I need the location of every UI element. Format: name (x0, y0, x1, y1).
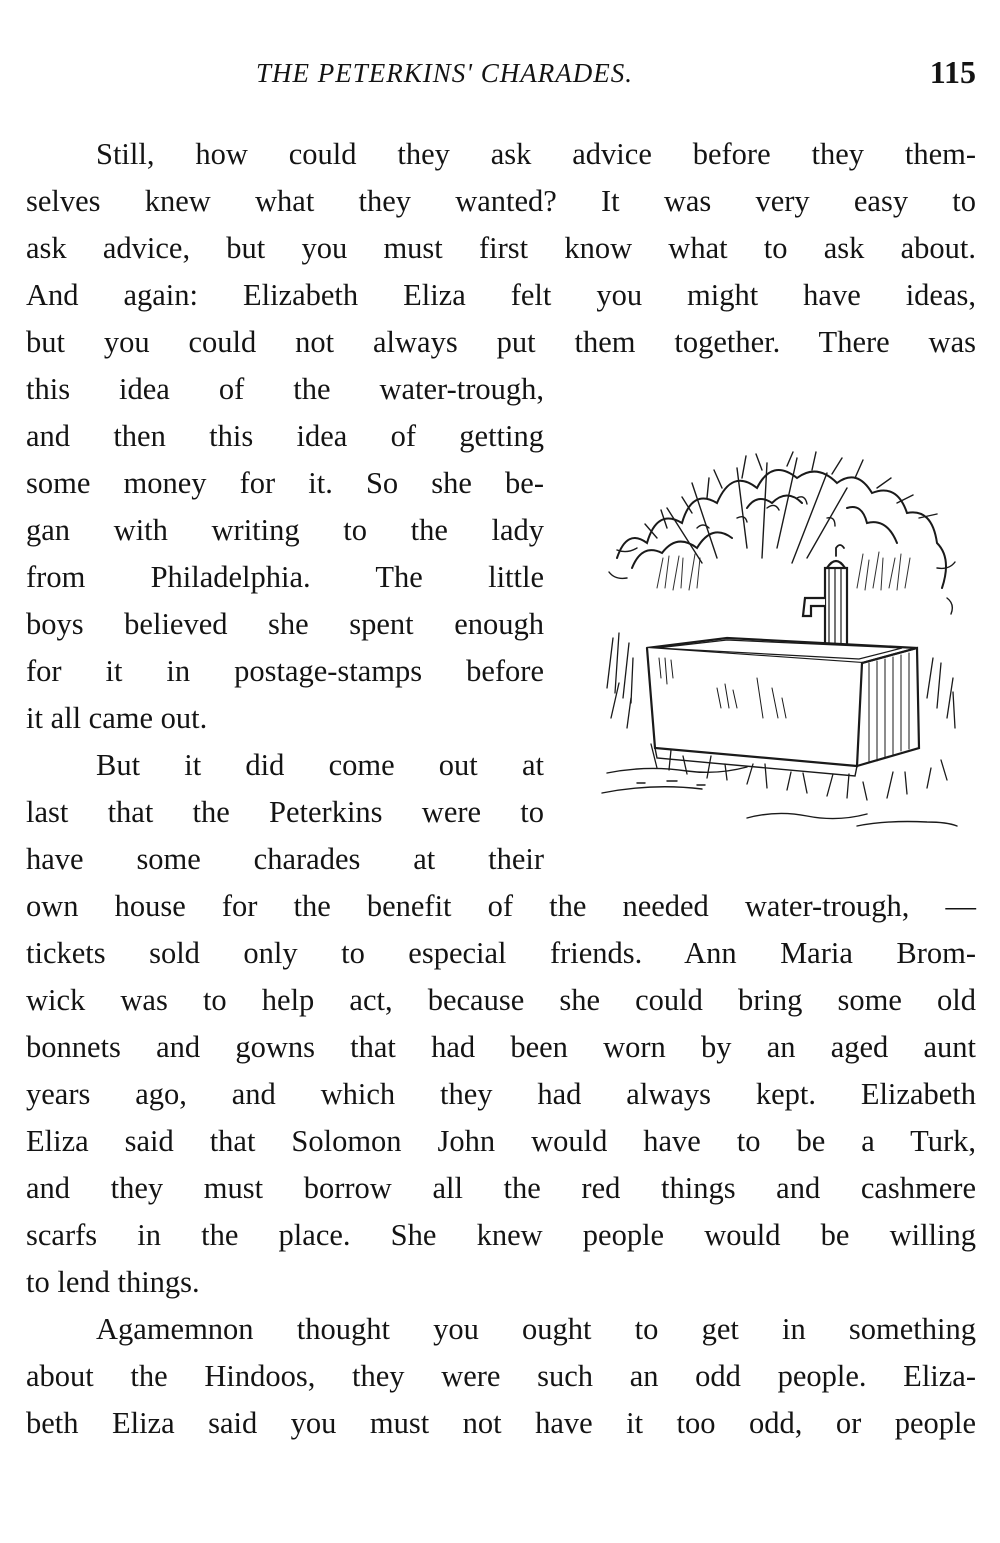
text-line: it all came out. (26, 701, 208, 735)
text-line: Still, how could they ask advice before they them- (96, 137, 976, 171)
running-title: THE PETERKINS' CHARADES. (256, 58, 634, 88)
text-line: have some charades at their (26, 842, 544, 876)
text-line: for it in postage-stamps before (26, 654, 544, 688)
text-line: some money for it. So she be- (26, 466, 544, 500)
text-line: bonnets and gowns that had been worn by an aged aunt (26, 1030, 976, 1064)
text-line: about the Hindoos, they were such an odd people. Eliza- (26, 1359, 976, 1393)
text-line: to lend things. (26, 1265, 200, 1299)
water-trough-illustration-icon (597, 448, 962, 834)
text-line: wick was to help act, because she could bring some old (26, 983, 976, 1017)
text-line: tickets sold only to especial friends. Ann Maria Brom- (26, 936, 976, 970)
text-line: last that the Peterkins were to (26, 795, 544, 829)
text-line: own house for the benefit of the needed water-trough, — (26, 889, 976, 923)
page-number: 115 (929, 54, 976, 90)
text-line: years ago, and which they had always kept. Elizabeth (26, 1077, 976, 1111)
text-line: ask advice, but you must first know what to ask about. (26, 231, 976, 265)
text-line: gan with writing to the lady (26, 513, 544, 547)
text-line: from Philadelphia. The little (26, 560, 544, 594)
text-line: but you could not always put them together. There was (26, 325, 976, 359)
text-line: scarfs in the place. She knew people would be willing (26, 1218, 976, 1252)
text-line: and they must borrow all the red things and cashmere (26, 1171, 976, 1205)
paragraph-beside-illustration (26, 366, 544, 883)
text-line: Eliza said that Solomon John would have to be a Turk, (26, 1124, 976, 1158)
text-line: this idea of the water-trough, (26, 372, 544, 406)
page-header (0, 52, 1000, 102)
text-line: But it did come out at (96, 748, 544, 782)
text-line: beth Eliza said you must not have it too odd, or people (26, 1406, 976, 1440)
text-line: And again: Elizabeth Eliza felt you might have ideas, (26, 278, 976, 312)
text-line: boys believed she spent enough (26, 607, 544, 641)
paragraph-bottom (26, 883, 976, 1447)
text-line: Agamemnon thought you ought to get in something (96, 1312, 976, 1346)
paragraph-top (26, 131, 976, 366)
text-line: selves knew what they wanted? It was very easy to (26, 184, 976, 218)
text-line: and then this idea of getting (26, 419, 544, 453)
